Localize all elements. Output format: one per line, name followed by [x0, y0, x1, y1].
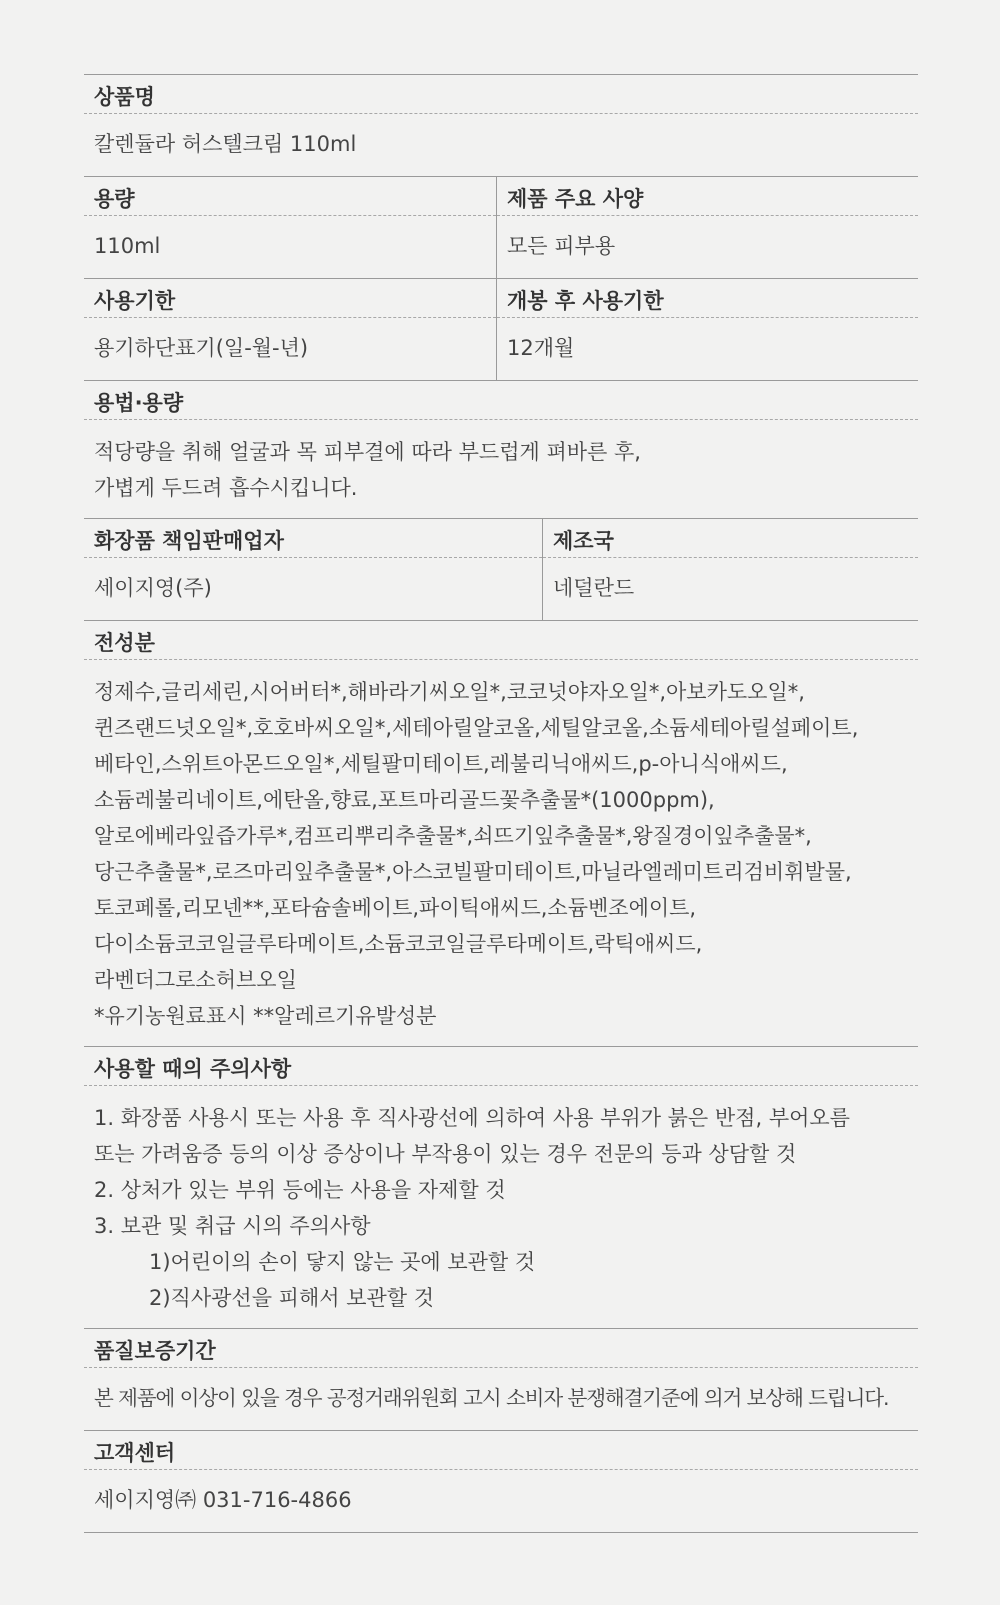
expiry-value: 용기하단표기(일-월-년): [94, 336, 309, 360]
origin-value: 네덜란드: [553, 576, 635, 600]
ingredients-label: 전성분: [84, 621, 918, 660]
origin-label: 제조국: [543, 519, 918, 558]
usage-text: [84, 420, 918, 518]
caution-line: 1. 화장품 사용시 또는 사용 후 직사광선에 의하여 사용 부위가 붉은 반점, 부어오름: [94, 1106, 850, 1130]
usage-label: 용법·용량: [84, 381, 918, 420]
after-open-cell: [496, 279, 918, 380]
usage-section: [84, 381, 918, 519]
warranty-value: 본 제품에 이상이 있을 경우 공정거래위원회 고시 소비자 분쟁해결기준에 의거 보상해 드립니다.: [94, 1386, 889, 1410]
ingredients-line: 정제수,글리세린,시어버터*,해바라기씨오일*,코코넛야자오일*,아보카도오일*,: [94, 680, 805, 704]
ingredients-section: [84, 621, 918, 1047]
after-open-value: 12개월: [507, 336, 575, 360]
origin-cell: [542, 519, 918, 620]
caution-line: 2. 상처가 있는 부위 등에는 사용을 자제할 것: [94, 1178, 506, 1202]
caution-line: 3. 보관 및 취급 시의 주의사항: [94, 1214, 371, 1238]
expiry-cell: [84, 279, 496, 380]
seller-value: 세이지영(주): [94, 576, 212, 600]
seller-origin-row: [84, 519, 918, 621]
volume-value: 110ml: [94, 234, 161, 258]
cautions-text: [84, 1086, 918, 1328]
ingredients-line: 알로에베라잎즙가루*,컴프리뿌리추출물*,쇠뜨기잎추출물*,왕질경이잎추출물*,: [94, 824, 812, 848]
warranty-label: 품질보증기간: [84, 1329, 918, 1368]
customer-center-value: 세이지영㈜ 031-716-4866: [94, 1488, 352, 1512]
ingredients-line: 퀸즈랜드넛오일*,호호바씨오일*,세테아릴알코올,세틸알코올,소듐세테아릴설페이트,: [94, 716, 859, 740]
usage-line: 가볍게 두드려 흡수시킵니다.: [94, 476, 358, 500]
customer-center-section: [84, 1431, 918, 1533]
specs-value: 모든 피부용: [507, 234, 616, 258]
cautions-section: [84, 1047, 918, 1329]
cautions-label: 사용할 때의 주의사항: [84, 1047, 918, 1086]
ingredients-line: 당근추출물*,로즈마리잎추출물*,아스코빌팔미테이트,마닐라엘레미트리검비휘발물,: [94, 860, 852, 884]
seller-label: 화장품 책임판매업자: [84, 519, 542, 558]
volume-label: 용량: [84, 177, 496, 216]
seller-cell: [84, 519, 542, 620]
product-name-value: 칼렌듈라 허스텔크림 110ml: [94, 132, 357, 156]
caution-sub-line: 1)어린이의 손이 닿지 않는 곳에 보관할 것: [149, 1250, 536, 1274]
specs-label: 제품 주요 사양: [497, 177, 918, 216]
specs-cell: [496, 177, 918, 278]
volume-specs-row: [84, 177, 918, 279]
volume-cell: [84, 177, 496, 278]
ingredients-line: 라벤더그로소허브오일: [94, 968, 297, 992]
ingredients-line: 소듐레불리네이트,에탄올,향료,포트마리골드꽃추출물*(1000ppm),: [94, 788, 715, 812]
usage-line: 적당량을 취해 얼굴과 목 피부결에 따라 부드럽게 펴바른 후,: [94, 440, 641, 464]
caution-sub-line: 2)직사광선을 피해서 보관할 것: [149, 1286, 435, 1310]
ingredients-text: [84, 660, 918, 1046]
ingredients-line: 다이소듐코코일글루타메이트,소듐코코일글루타메이트,락틱애씨드,: [94, 932, 703, 956]
expiry-row: [84, 279, 918, 381]
expiry-label: 사용기한: [84, 279, 496, 318]
customer-center-label: 고객센터: [84, 1431, 918, 1470]
ingredients-line: 토코페롤,리모넨**,포타슘솔베이트,파이틱애씨드,소듐벤조에이트,: [94, 896, 697, 920]
warranty-section: [84, 1329, 918, 1431]
product-name-section: [84, 75, 918, 177]
ingredients-legend: *유기농원료표시 **알레르기유발성분: [94, 1004, 437, 1028]
ingredients-line: 베타인,스위트아몬드오일*,세틸팔미테이트,레불리닉애씨드,p-아니식애씨드,: [94, 752, 788, 776]
product-name-label: 상품명: [84, 75, 918, 114]
caution-line: 또는 가려움증 등의 이상 증상이나 부작용이 있는 경우 전문의 등과 상담할 것: [94, 1142, 797, 1166]
after-open-label: 개봉 후 사용기한: [497, 279, 918, 318]
product-info-table: [84, 74, 918, 1533]
